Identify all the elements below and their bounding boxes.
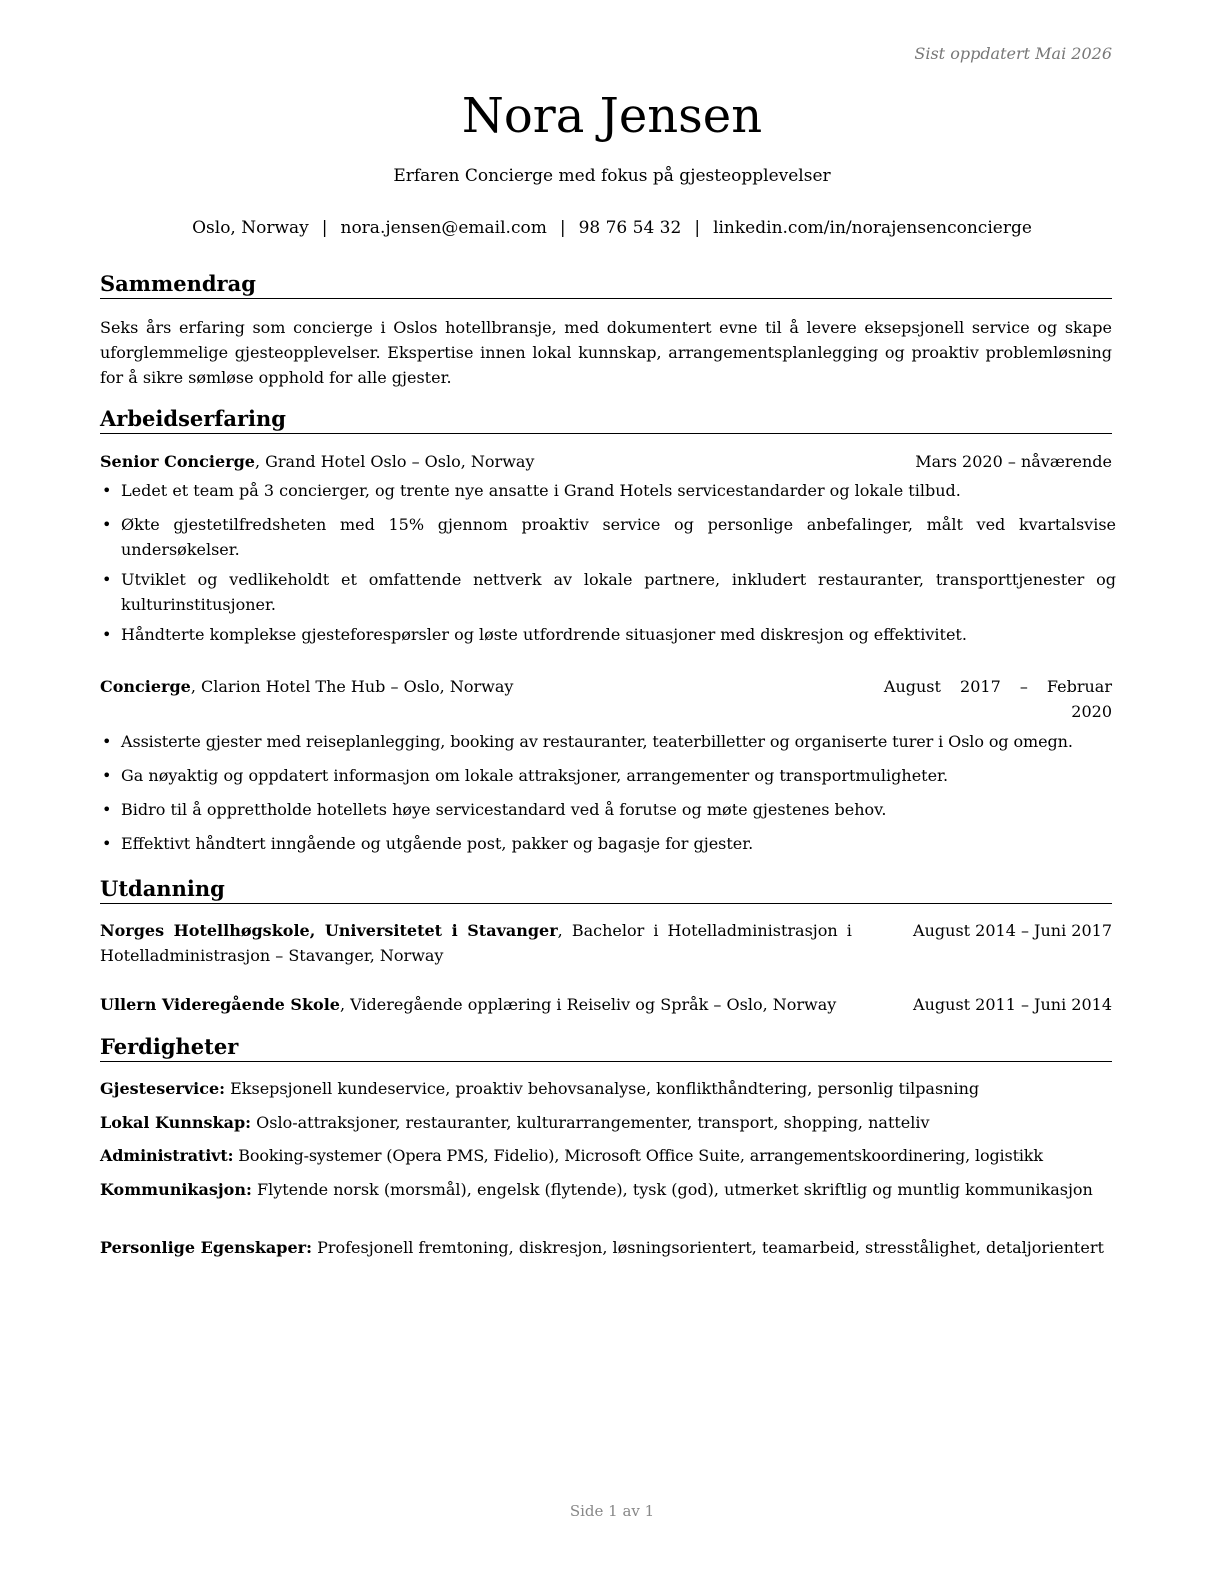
bullet-icon: • xyxy=(102,625,112,644)
job-employer: , Clarion Hotel The Hub – Oslo, Norway xyxy=(190,677,514,696)
list-item xyxy=(100,729,1116,754)
list-item xyxy=(100,622,1116,647)
contact-location: Oslo, Norway xyxy=(192,218,309,238)
job-dates-line1: August 2017 – Februar xyxy=(883,677,1112,696)
skill-text: Eksepsjonell kundeservice, proaktiv behovsanalyse, konflikthåndtering, personlig tilpasning xyxy=(225,1079,980,1098)
bullet-text: Effektivt håndtert inngående og utgående post, pakker og bagasje for gjester. xyxy=(121,834,754,853)
job-employer: , Grand Hotel Oslo – Oslo, Norway xyxy=(254,452,535,471)
job-bullets xyxy=(100,729,1116,856)
skill-label: Lokal Kunnskap: xyxy=(100,1113,252,1132)
bullet-icon: • xyxy=(102,481,112,500)
education-entry xyxy=(100,992,1112,1017)
education-entry xyxy=(100,918,1112,968)
skill-label: Kommunikasjon: xyxy=(100,1180,252,1199)
summary-text: Seks års erfaring som concierge i Oslos hotellbransje, med dokumentert evne til å levere eksepsjonell service og skape uforglemmelige gjesteopplevelser. Ekspertise innen lokal kunnskap, arrangementsplanlegging og proaktiv problemløsning for å sikre sømløse opphold for alle gjester. xyxy=(100,318,1112,387)
skill-row xyxy=(100,1235,1114,1260)
job-bullets xyxy=(100,478,1116,647)
list-item xyxy=(100,763,1116,788)
degree: , Videregående opplæring i Reiseliv og Språk – Oslo, Norway xyxy=(339,995,837,1014)
bullet-text: Håndterte komplekse gjesteforespørsler og løste utfordrende situasjoner med diskresjon og effektivitet. xyxy=(121,625,967,644)
bullet-text: Utviklet og vedlikeholdt et omfattende nettverk av lokale partnere, inkludert restauranter, transporttjenester og kulturinstitusjoner. xyxy=(121,570,1116,614)
skill-text: Booking-systemer (Opera PMS, Fidelio), Microsoft Office Suite, arrangementskoordinering, logistikk xyxy=(233,1146,1043,1165)
bullet-icon: • xyxy=(102,766,112,785)
list-item xyxy=(100,512,1116,562)
contact-email[interactable]: nora.jensen@email.com xyxy=(340,218,547,238)
contact-line xyxy=(0,218,1224,238)
contact-phone: 98 76 54 32 xyxy=(578,218,682,238)
bullet-icon: • xyxy=(102,732,112,751)
list-item xyxy=(100,478,1116,503)
skill-label: Gjesteservice: xyxy=(100,1079,226,1098)
skill-text: Profesjonell fremtoning, diskresjon, løsningsorientert, teamarbeid, stresstålighet, detaljorientert xyxy=(311,1238,1104,1257)
skill-text: Oslo-attraksjoner, restauranter, kulturarrangementer, transport, shopping, natteliv xyxy=(251,1113,930,1132)
bullet-text: Bidro til å opprettholde hotellets høye servicestandard ved å forutse og møte gjestenes behov. xyxy=(121,800,887,819)
skill-row xyxy=(100,1110,1114,1135)
bullet-icon: • xyxy=(102,570,112,589)
tagline: Erfaren Concierge med fokus på gjesteopplevelser xyxy=(393,166,831,186)
education-dates: August 2011 – Juni 2014 xyxy=(913,995,1112,1014)
page-number: Side 1 av 1 xyxy=(569,1502,655,1520)
candidate-name: Nora Jensen xyxy=(461,88,763,144)
contact-linkedin[interactable]: linkedin.com/in/norajensenconcierge xyxy=(713,218,1032,238)
skill-row xyxy=(100,1076,1114,1101)
job-dates xyxy=(884,674,1112,724)
job-role: Senior Concierge xyxy=(100,452,255,471)
job-dates: Mars 2020 – nåværende xyxy=(915,452,1112,471)
section-title-summary: Sammendrag xyxy=(100,270,1112,299)
last-updated: Sist oppdatert Mai 2026 xyxy=(914,44,1112,63)
bullet-text: Økte gjestetilfredsheten med 15% gjennom proaktiv service og personlige anbefalinger, målt ved kvartalsvise undersøkelser. xyxy=(121,515,1116,559)
education-dates: August 2014 – Juni 2017 xyxy=(913,921,1112,940)
job-dates-line2: 2020 xyxy=(1071,702,1112,721)
contact-separator: | xyxy=(321,218,328,238)
list-item xyxy=(100,831,1116,856)
degree: , Bachelor i Hotelladministrasjon i xyxy=(557,921,852,940)
job-role: Concierge xyxy=(100,677,191,696)
section-title-skills: Ferdigheter xyxy=(100,1033,1112,1062)
bullet-text: Ga nøyaktig og oppdatert informasjon om lokale attraksjoner, arrangementer og transportmuligheter. xyxy=(121,766,949,785)
skill-text: Flytende norsk (morsmål), engelsk (flytende), tysk (god), utmerket skriftlig og muntlig kommunikasjon xyxy=(251,1180,1093,1199)
list-item xyxy=(100,567,1116,617)
section-title-education: Utdanning xyxy=(100,875,1112,904)
skill-row xyxy=(100,1143,1114,1168)
skill-label: Administrativt: xyxy=(100,1146,234,1165)
skill-label: Personlige Egenskaper: xyxy=(100,1238,312,1257)
bullet-icon: • xyxy=(102,800,112,819)
section-title-experience: Arbeidserfaring xyxy=(100,405,1112,434)
job-header xyxy=(100,449,1112,474)
contact-separator: | xyxy=(559,218,566,238)
skill-row xyxy=(100,1177,1114,1202)
school-name: Norges Hotellhøgskole, Universitetet i Stavanger xyxy=(100,921,558,940)
education-line1 xyxy=(100,918,880,943)
education-line2: Hotelladministrasjon – Stavanger, Norway xyxy=(100,946,444,965)
contact-separator: | xyxy=(694,218,701,238)
list-item xyxy=(100,797,1116,822)
bullet-text: Ledet et team på 3 concierger, og trente nye ansatte i Grand Hotels servicestandarder og lokale tilbud. xyxy=(121,481,961,500)
school-name: Ullern Videregående Skole xyxy=(100,995,340,1014)
bullet-icon: • xyxy=(102,834,112,853)
job-header xyxy=(100,674,1112,721)
bullet-text: Assisterte gjester med reiseplanlegging, booking av restauranter, teaterbilletter og organiserte turer i Oslo og omegn. xyxy=(121,732,1073,751)
bullet-icon: • xyxy=(102,515,112,534)
